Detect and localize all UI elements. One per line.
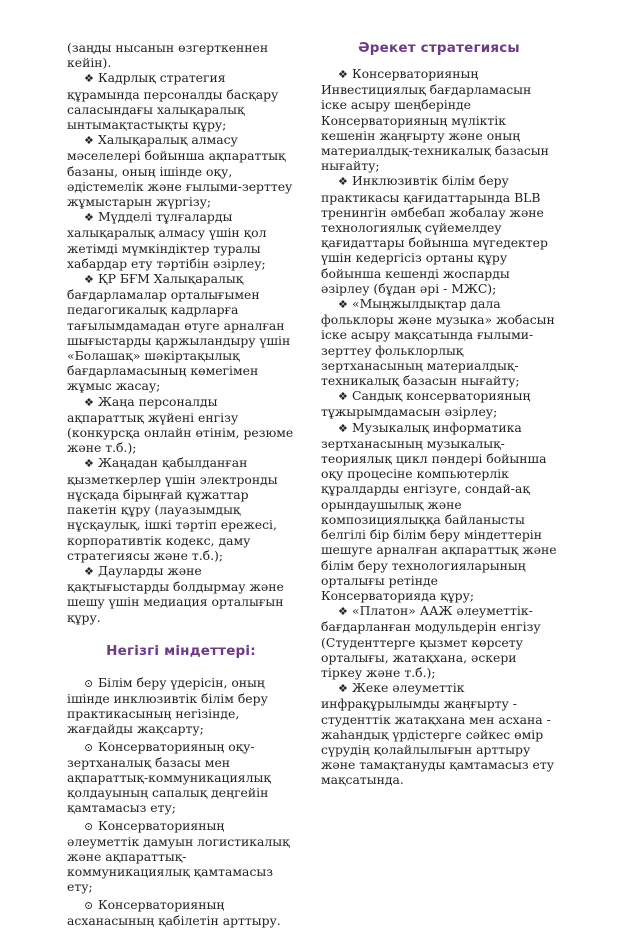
circled-dot-icon: ⊙ <box>84 676 94 690</box>
list-item <box>321 420 557 603</box>
task-item <box>67 897 295 928</box>
task-item <box>67 818 295 895</box>
intro-text: (заңды нысанын өзгерткеннен кейін). <box>67 40 269 71</box>
list-item-text: Консерваторияның Инвестициялық бағдарламасын іске асыру шеңберінде Консерваторияның мүліктік кешенін жаңғырту және оның материалдық-техникалық базасын нығайту; <box>321 66 549 174</box>
diamond-bullet-icon: ❖ <box>84 72 94 86</box>
list-item <box>321 388 557 419</box>
diamond-bullet-icon: ❖ <box>84 273 94 287</box>
task-item-text: Білім беру үдерісін, оның ішінде инклюзивтік білім беру практикасының негізінде, жағдайды жақсарту; <box>67 674 268 737</box>
list-item-text: Музыкалық информатика зертханасының музыкалық-теориялық цикл пәндері бойынша оқу процесіне компьютерлік құралдарды енгізуге, сондай-ақ орындаушылық және композициялыққа байланысты белгілі бір білім беру міндеттерін шешуге арналған ақпараттық және білім беру технологияларының орталығы ретінде Консерваторияда құру; <box>321 419 557 603</box>
diamond-bullet-icon: ❖ <box>338 605 348 619</box>
list-item <box>321 66 557 173</box>
diamond-bullet-icon: ❖ <box>338 68 348 81</box>
list-item <box>321 173 557 296</box>
task-item-text: Консерваторияның асханасының қабілетін арттыру. <box>67 896 281 928</box>
diamond-bullet-icon: ❖ <box>84 564 94 578</box>
right-column <box>321 40 557 788</box>
list-item <box>67 394 295 456</box>
main-tasks-heading: Негізгі міндеттері: <box>106 642 256 659</box>
diamond-bullet-icon: ❖ <box>338 298 348 312</box>
diamond-bullet-icon: ❖ <box>84 134 94 148</box>
list-item-text: Жаңа персоналды ақпараттық жүйені енгізу (конкурсқа онлайн өтінім, резюме және т.б.); <box>67 393 294 456</box>
list-item-text: Дауларды және қақтығыстарды болдырмау және шешу үшін медиация орталығын құру. <box>67 562 284 625</box>
list-item <box>321 680 557 787</box>
list-item-text: «Платон» ААЖ әлеуметтік-бағдарланған модульдерін енгізу (Студенттерге қызмет көрсету орталығы, жатақхана, әскери тіркеу және т.б.); <box>321 603 541 680</box>
left-column <box>67 40 295 930</box>
list-item <box>67 455 295 562</box>
list-item <box>67 271 295 394</box>
task-item-text: Консерваторияның оқу-зертханалық базасы мен ақпараттық-коммуникациялық қолдауының сапалық деңгейін қамтамасыз ету; <box>67 738 271 816</box>
list-item-text: Инклюзивтік білім беру практикасы қағидаттарында BLB тренингін әмбебап жобалау және технологиялық сүйемелдеу қағидаттары бойынша мүгедектер үшін кедергісіз ортаны құру бойынша кешенді жоспарды әзірлеу (бұдан әрі - МЖС); <box>321 173 548 296</box>
list-item <box>67 563 295 625</box>
list-item-text: «Мыңжылдықтар дала фольклоры және музыка» жобасын іске асыру мақсатында ғылыми-зерттеу фольклорлық зертханасының материалдық-техникалық базасын нығайту; <box>321 296 555 389</box>
list-item-text: Мүдделі тұлғаларды халықаралық алмасу үшін қол жетімді мүмкіндіктер туралы хабардар ету тәртібін әзірлеу; <box>67 209 267 271</box>
circled-dot-icon: ⊙ <box>84 898 94 912</box>
list-item-text: Жеке әлеуметтік инфрақұрылымды жаңғырту - студенттік жатақхана мен асхана - жаһандық үрдістерге сәйкес өмір сүрудің қолайлылығын арттыру және тамақтануды қамтамасыз ету мақсатында. <box>321 680 555 788</box>
list-item-text: Жаңадан қабылданған қызметкерлер үшін электронды нұсқада бірыңғай құжаттар пакетін құру (лауазымдық нұсқаулық, ішкі тәртіп ережесі, корпоративтік кодекс, даму стратегиясы және т.б.); <box>67 455 278 563</box>
diamond-bullet-icon: ❖ <box>338 390 348 404</box>
list-item-text: ҚР БҒМ Халықаралық бағдарламалар орталығымен педагогикалық кадрларға тағылымдамадан өтуге арналған шығыстарды қаржыландыру үшін «Болашақ» шәкіртақылық бағдарламасының көмегімен жұмыс жасау; <box>67 271 291 394</box>
diamond-bullet-icon: ❖ <box>84 211 94 225</box>
diamond-bullet-icon: ❖ <box>84 395 94 409</box>
list-item-text: Халықаралық алмасу мәселелері бойынша ақпараттық базаны, оның ішінде оқу, әдістемелік және ғылыми-зерттеу жұмыстарын жүргізу; <box>67 132 293 210</box>
diamond-bullet-icon: ❖ <box>84 457 94 471</box>
action-strategy-heading: Әрекет стратегиясы <box>358 40 520 56</box>
task-list <box>67 675 295 928</box>
list-item <box>321 603 557 680</box>
list-item-text: Кадрлық стратегия құрамында персоналды басқару саласындағы халықаралық ынтымақтастықты құру; <box>67 70 279 133</box>
circled-dot-icon: ⊙ <box>84 819 94 833</box>
diamond-bullet-icon: ❖ <box>338 175 348 189</box>
list-item <box>321 296 557 388</box>
list-item-text: Сандық консерваторияның тұжырымдамасын әзірлеу; <box>321 388 531 420</box>
task-item-text: Консерваторияның әлеуметтік дамуын логистикалық және ақпараттық-коммуникациялық қамтамасыз ету; <box>67 817 290 895</box>
list-item <box>67 209 295 271</box>
left-item-list <box>67 70 295 624</box>
task-item <box>67 675 295 737</box>
task-item <box>67 739 295 816</box>
list-item <box>67 70 295 132</box>
diamond-bullet-icon: ❖ <box>338 682 348 696</box>
right-item-list <box>321 66 557 788</box>
diamond-bullet-icon: ❖ <box>338 421 348 435</box>
circled-dot-icon: ⊙ <box>84 740 94 754</box>
list-item <box>67 132 295 209</box>
